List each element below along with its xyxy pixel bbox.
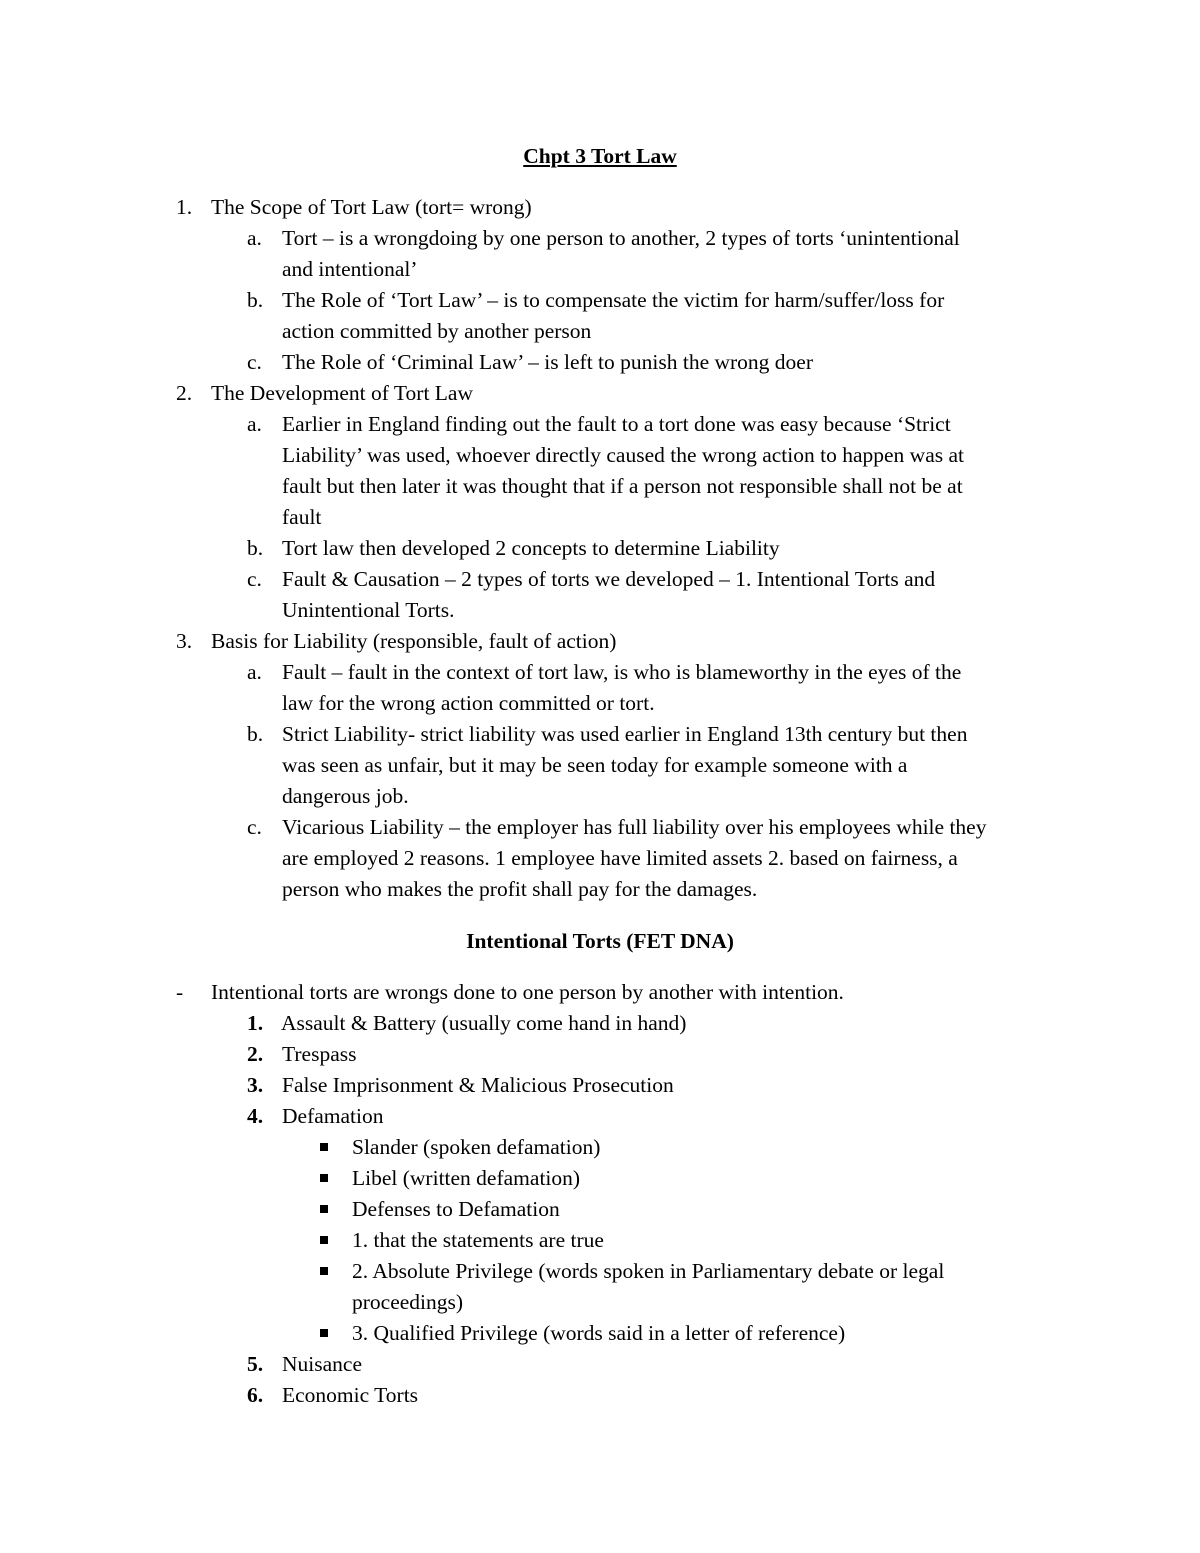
defamation-bullet-2: Libel (written defamation)	[352, 1166, 581, 1190]
section-2-item-c-letter: c.	[247, 567, 262, 591]
section-1-item-b-letter: b.	[247, 288, 264, 312]
section-2-item-c-line-2: Unintentional Torts.	[282, 598, 455, 622]
tort-2-number: 2.	[247, 1042, 264, 1066]
square-bullet-icon	[320, 1174, 328, 1182]
defamation-bullet-5-line-1: 2. Absolute Privilege (words spoken in Parliamentary debate or legal	[352, 1259, 945, 1283]
defamation-bullet-6: 3. Qualified Privilege (words said in a letter of reference)	[352, 1321, 846, 1345]
tort-1-number: 1.	[247, 1011, 264, 1035]
section-3-item-c-letter: c.	[247, 815, 262, 839]
defamation-bullet-3: Defenses to Defamation	[352, 1197, 560, 1221]
section-2-item-a-line-2: Liability’ was used, whoever directly caused the wrong action to happen was at	[282, 443, 965, 467]
section-1-item-c-letter: c.	[247, 350, 262, 374]
section-2-item-a-letter: a.	[247, 412, 262, 436]
tort-3-text: False Imprisonment & Malicious Prosecution	[282, 1073, 674, 1097]
section-3-item-b-line-1: Strict Liability- strict liability was used earlier in England 13th century but then	[282, 722, 968, 746]
section-1-heading: The Scope of Tort Law (tort= wrong)	[211, 195, 532, 219]
section-2-item-a-line-3: fault but then later it was thought that if a person not responsible shall not be at	[282, 474, 963, 498]
section-2-item-a-line-1: Earlier in England finding out the fault to a tort done was easy because ‘Strict	[282, 412, 951, 436]
tort-5-number: 5.	[247, 1352, 264, 1376]
section-heading-intentional-torts: Intentional Torts (FET DNA)	[466, 929, 734, 953]
section-1-number: 1.	[176, 195, 193, 219]
square-bullet-icon	[320, 1143, 328, 1151]
tort-6-number: 6.	[247, 1383, 264, 1407]
tort-4-text: Defamation	[282, 1104, 384, 1128]
square-bullet-icon	[320, 1205, 328, 1213]
intro-text: Intentional torts are wrongs done to one person by another with intention.	[211, 980, 844, 1004]
section-1-item-b-line-2: action committed by another person	[282, 319, 592, 343]
section-2-heading: The Development of Tort Law	[211, 381, 473, 405]
tort-4-number: 4.	[247, 1104, 264, 1128]
square-bullet-icon	[320, 1267, 328, 1275]
tort-2-text: Trespass	[282, 1042, 357, 1066]
section-1-item-a-line-1: Tort – is a wrongdoing by one person to another, 2 types of torts ‘unintentional	[282, 226, 960, 250]
section-1-item-b-line-1: The Role of ‘Tort Law’ – is to compensate the victim for harm/suffer/loss for	[282, 288, 945, 312]
section-3-number: 3.	[176, 629, 193, 653]
section-1-item-c-line-1: The Role of ‘Criminal Law’ – is left to punish the wrong doer	[282, 350, 814, 374]
tort-3-number: 3.	[247, 1073, 264, 1097]
section-3-item-c-line-3: person who makes the profit shall pay for the damages.	[282, 877, 758, 901]
defamation-bullet-4: 1. that the statements are true	[352, 1228, 604, 1252]
section-1-item-a-line-2: and intentional’	[282, 257, 418, 281]
section-3-item-a-line-2: law for the wrong action committed or tort.	[282, 691, 655, 715]
section-2-number: 2.	[176, 381, 193, 405]
section-3-item-a-letter: a.	[247, 660, 262, 684]
defamation-bullet-1: Slander (spoken defamation)	[352, 1135, 601, 1159]
section-2-item-b-line-1: Tort law then developed 2 concepts to determine Liability	[282, 536, 780, 560]
section-3-item-c-line-2: are employed 2 reasons. 1 employee have limited assets 2. based on fairness, a	[282, 846, 958, 870]
square-bullet-icon	[320, 1236, 328, 1244]
section-3-item-b-letter: b.	[247, 722, 264, 746]
tort-6-text: Economic Torts	[282, 1383, 419, 1407]
tort-5-text: Nuisance	[282, 1352, 362, 1376]
section-2-item-a-line-4: fault	[282, 505, 322, 529]
section-3-item-b-line-3: dangerous job.	[282, 784, 409, 808]
section-3-heading: Basis for Liability (responsible, fault of action)	[211, 629, 617, 653]
section-3-item-a-line-1: Fault – fault in the context of tort law, is who is blameworthy in the eyes of the	[282, 660, 962, 684]
square-bullet-icon	[320, 1329, 328, 1337]
section-1-item-a-letter: a.	[247, 226, 262, 250]
intro-dash: -	[176, 980, 184, 1004]
section-2-item-b-letter: b.	[247, 536, 264, 560]
defamation-bullet-5-line-2: proceedings)	[352, 1290, 464, 1314]
tort-1-text: Assault & Battery (usually come hand in hand)	[281, 1011, 687, 1035]
page-title: Chpt 3 Tort Law	[523, 144, 677, 168]
section-3-item-c-line-1: Vicarious Liability – the employer has full liability over his employees while they	[282, 815, 987, 839]
section-3-item-b-line-2: was seen as unfair, but it may be seen today for example someone with a	[282, 753, 908, 777]
section-2-item-c-line-1: Fault & Causation – 2 types of torts we developed – 1. Intentional Torts and	[282, 567, 936, 591]
